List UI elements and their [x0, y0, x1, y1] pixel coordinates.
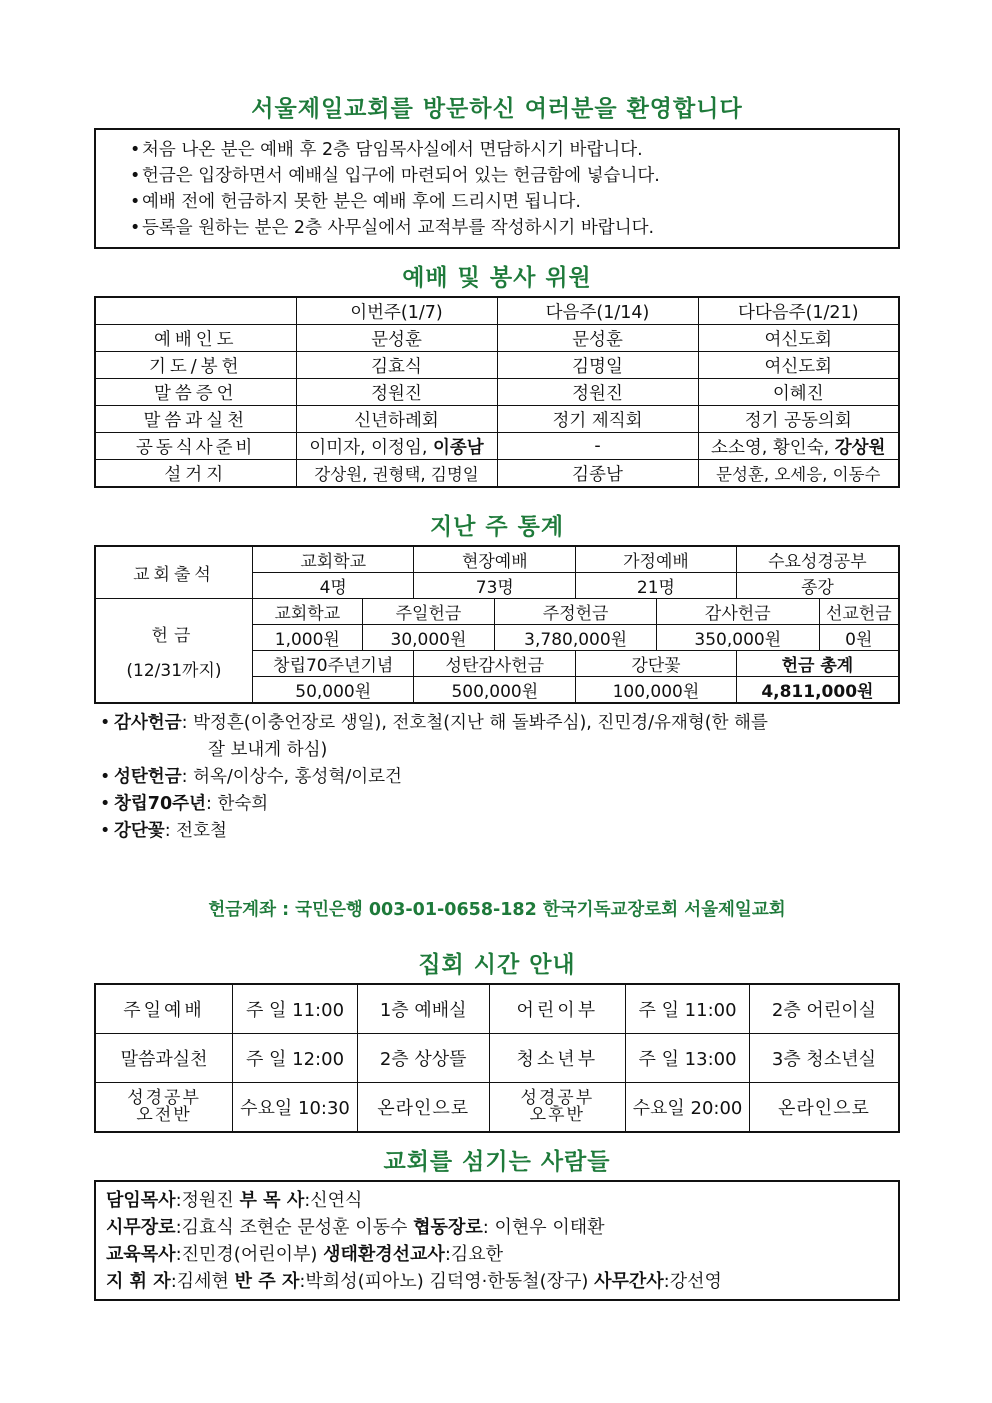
table-cell: 이미자, 이정임, 이종남: [296, 433, 497, 460]
table-cell: 주 일 13:00: [626, 1034, 750, 1083]
welcome-title: 서울제일교회를 방문하신 여러분을 환영합니다: [251, 96, 743, 122]
table-cell: 50,000원: [252, 677, 414, 704]
table-cell: 말씀과실천: [95, 1034, 233, 1083]
table-cell: 21명: [576, 573, 737, 599]
table-cell: 청소년부: [489, 1034, 626, 1083]
table-cell: 주 일 11:00: [626, 984, 750, 1034]
table-cell: 2층 상상뜰: [357, 1034, 489, 1083]
welcome-line: • 헌금은 입장하면서 예배실 입구에 마련되어 있는 헌금함에 넣습니다.: [130, 166, 660, 186]
table-row: [95, 379, 899, 406]
table-cell: 김종남: [497, 460, 698, 488]
table-cell: 소소영, 황인숙, 강상원: [698, 433, 899, 460]
table-header: 감사헌금: [656, 599, 819, 625]
offering-sub: (12/31까지): [126, 660, 222, 681]
role-cell: 말씀과실천: [95, 406, 296, 433]
table-cell: 100,000원: [576, 677, 737, 704]
table-header: 강단꽃: [576, 651, 737, 677]
table-cell: 350,000원: [656, 625, 819, 651]
table-cell: 주 일 12:00: [233, 1034, 358, 1083]
role-cell: 공동식사준비: [95, 433, 296, 460]
note-item: • 강단꽃: 전호철: [100, 818, 900, 845]
staff-title: 교회를 섬기는 사람들: [383, 1149, 611, 1175]
table-cell: 500,000원: [414, 677, 576, 704]
table-cell: 수요일 10:30: [233, 1083, 358, 1133]
table-cell: 문성훈, 오세응, 이동수: [698, 460, 899, 488]
table-cell: 정원진: [497, 379, 698, 406]
table-cell: 3층 청소년실: [749, 1034, 899, 1083]
table-cell: 어린이부: [489, 984, 626, 1034]
table-header: 다다음주(1/21): [698, 297, 899, 325]
welcome-box: [94, 128, 900, 249]
table-cell: 성경공부 오전반: [95, 1083, 233, 1133]
table-header: 헌금 총계: [736, 651, 899, 677]
welcome-line: • 예배 전에 헌금하지 못한 분은 예배 후에 드리시면 됩니다.: [130, 192, 581, 212]
table-cell: 주 일 11:00: [233, 984, 358, 1034]
offering-total: 4,811,000원: [736, 677, 899, 704]
note-item: • 창립70주년: 한숙희: [100, 791, 900, 818]
table-row: [95, 1034, 899, 1083]
table-cell: 정기 제직회: [497, 406, 698, 433]
table-cell: 1층 예배실: [357, 984, 489, 1034]
note-item: • 감사헌금: 박정흔(이충언장로 생일), 전호철(지난 해 돌봐주심), 진민경/유재형(한 해를: [100, 710, 900, 737]
meetings-title: 집회 시간 안내: [418, 952, 576, 978]
table-cell: 이혜진: [698, 379, 899, 406]
table-row: [95, 352, 899, 379]
table-row: [95, 460, 899, 488]
stats-table: [94, 545, 900, 704]
table-header: 주일헌금: [362, 599, 495, 625]
offering-account: 헌금계좌 : 국민은행 003-01-0658-182 한국기독교장로회 서울제일교회: [208, 900, 786, 920]
table-cell: [95, 297, 296, 325]
table-cell: 4명: [252, 573, 414, 599]
offering-notes: [100, 710, 900, 845]
staff-box: [94, 1180, 900, 1301]
staff-line: 지 휘 자:김세현 반 주 자:박희성(피아노) 김덕영·한동철(장구) 사무간사:강선영: [106, 1271, 722, 1292]
worship-title: 예배 및 봉사 위원: [402, 265, 592, 291]
table-header: 주정헌금: [495, 599, 657, 625]
worship-table: [94, 296, 900, 488]
table-cell: 3,780,000원: [495, 625, 657, 651]
note-item: • 성탄헌금: 허옥/이상수, 홍성혁/이로건: [100, 764, 900, 791]
table-cell: 1,000원: [252, 625, 362, 651]
table-row: [95, 984, 899, 1034]
table-row: [95, 599, 899, 625]
table-cell: -: [497, 433, 698, 460]
table-cell: 강상원, 권형택, 김명일: [296, 460, 497, 488]
table-cell: 정원진: [296, 379, 497, 406]
table-cell: 2층 어린이실: [749, 984, 899, 1034]
table-header: 이번주(1/7): [296, 297, 497, 325]
table-cell: 여신도회: [698, 325, 899, 352]
table-header: 교회학교: [252, 599, 362, 625]
offering-label: 헌금: [151, 625, 197, 646]
note-continuation: 잘 보내게 하심): [208, 740, 328, 760]
table-row: [95, 297, 899, 325]
table-cell: 주일예배: [95, 984, 233, 1034]
staff-line: 교육목사:진민경(어린이부) 생태환경선교사:김요한: [106, 1244, 504, 1265]
table-cell: 김효식: [296, 352, 497, 379]
table-cell: 0원: [819, 625, 899, 651]
table-cell: 온라인으로: [749, 1083, 899, 1133]
role-cell: 예배인도: [95, 325, 296, 352]
welcome-line: • 등록을 원하는 분은 2층 사무실에서 교적부를 작성하시기 바랍니다.: [130, 218, 655, 238]
table-cell: 성경공부 오후반: [489, 1083, 626, 1133]
role-cell: 말씀증언: [95, 379, 296, 406]
table-cell: 문성훈: [296, 325, 497, 352]
table-row: [95, 325, 899, 352]
table-row: [95, 1083, 899, 1133]
table-row: [95, 406, 899, 433]
stats-title: 지난 주 통계: [429, 514, 565, 540]
welcome-line: • 처음 나온 분은 예배 후 2층 담임목사실에서 면담하시기 바랍니다.: [130, 140, 643, 160]
meetings-table: [94, 983, 900, 1133]
table-header: 창립70주년기념: [252, 651, 414, 677]
table-cell: 30,000원: [362, 625, 495, 651]
table-cell: 김명일: [497, 352, 698, 379]
table-header: 수요성경공부: [736, 546, 899, 573]
role-cell: 기도/봉헌: [95, 352, 296, 379]
attendance-label: 교회출석: [95, 546, 252, 599]
table-header: 성탄감사헌금: [414, 651, 576, 677]
table-header: 다음주(1/14): [497, 297, 698, 325]
table-cell: 수요일 20:00: [626, 1083, 750, 1133]
table-row: [95, 433, 899, 460]
table-header: 선교헌금: [819, 599, 899, 625]
table-cell: 신년하례회: [296, 406, 497, 433]
table-header: 가정예배: [576, 546, 737, 573]
staff-line: 담임목사:정원진 부 목 사:신연식: [106, 1190, 363, 1211]
table-cell: 문성훈: [497, 325, 698, 352]
role-cell: 설거지: [95, 460, 296, 488]
table-cell: 종강: [736, 573, 899, 599]
offering-label-cell: [95, 599, 252, 704]
table-cell: 정기 공동의회: [698, 406, 899, 433]
table-row: [95, 546, 899, 573]
table-cell: 73명: [414, 573, 576, 599]
table-header: 현장예배: [414, 546, 576, 573]
table-cell: 온라인으로: [357, 1083, 489, 1133]
table-header: 교회학교: [252, 546, 414, 573]
staff-line: 시무장로:김효식 조현순 문성훈 이동수 협동장로: 이현우 이태환: [106, 1217, 605, 1238]
table-cell: 여신도회: [698, 352, 899, 379]
